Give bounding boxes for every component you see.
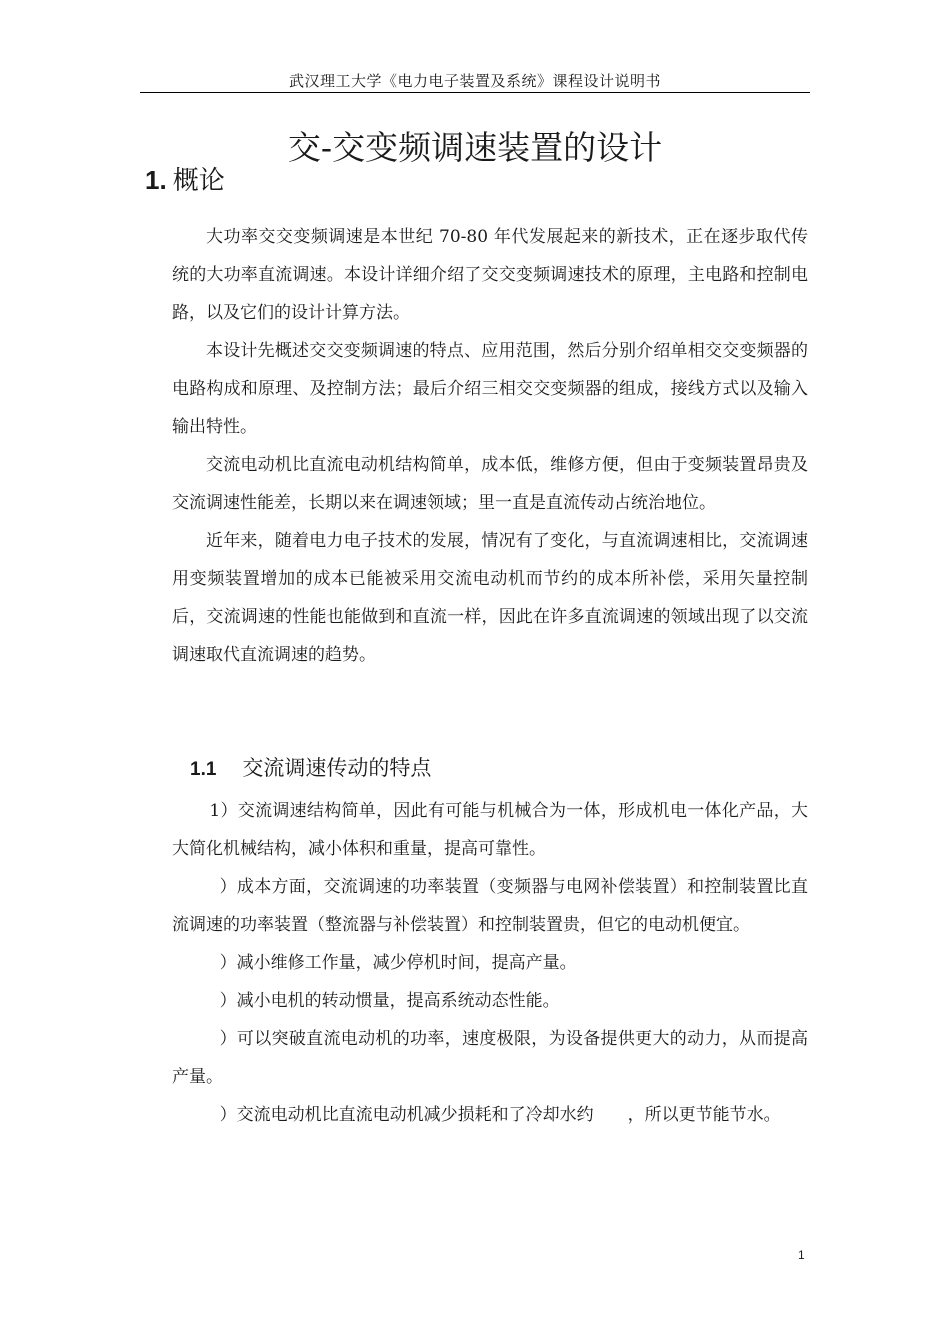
paragraph: 交流电动机比直流电动机结构简单，成本低，维修方便，但由于变频装置昂贵及交流调速性能差，长期以来在调速领域；里一直是直流传动占统治地位。	[172, 455, 808, 513]
list-item: 1）交流调速结构简单，因此有可能与机械合为一体，形成机电一体化产品，大大简化机械结构，减小体积和重量，提高可靠性。	[172, 801, 808, 859]
subsection-heading-1-1	[190, 750, 431, 788]
list-item: ）减小维修工作量，减少停机时间，提高产量。	[219, 953, 577, 973]
list-item: ）成本方面，交流调速的功率装置（变频器与电网补偿装置）和控制装置比直流调速的功率装置（整流器与补偿装置）和控制装置贵，但它的电动机便宜。	[172, 877, 808, 935]
list-item: ）可以突破直流电动机的功率，速度极限，为设备提供更大的动力，从而提高产量。	[172, 1029, 808, 1087]
paragraph: 本设计先概述交交变频调速的特点、应用范围，然后分别介绍单相交交变频器的电路构成和原理、及控制方法；最后介绍三相交交变频器的组成，接线方式以及输入输出特性。	[172, 341, 808, 437]
page-number: 1	[798, 1248, 805, 1262]
header-divider	[140, 92, 810, 93]
section-number: 1.	[145, 165, 167, 195]
section-title: 概论	[172, 166, 225, 196]
subsection-1-1-body	[172, 792, 808, 1134]
paragraph: 大功率交交变频调速是本世纪 70-80 年代发展起来的新技术，正在逐步取代传统的大功率直流调速。本设计详细介绍了交交变频调速技术的原理，主电路和控制电路，以及它们的设计计算方法。	[172, 227, 808, 323]
list-item: ）交流电动机比直流电动机减少损耗和了冷却水约 ，所以更节能节水。	[219, 1105, 781, 1125]
section-1-body	[172, 218, 808, 674]
running-header: 武汉理工大学《电力电子装置及系统》课程设计说明书	[288, 72, 661, 90]
document-title: 交-交变频调速装置的设计	[287, 128, 663, 168]
paragraph: 近年来，随着电力电子技术的发展，情况有了变化，与直流调速相比，交流调速用变频装置增加的成本已能被采用交流电动机而节约的成本所补偿，采用矢量控制后，交流调速的性能也能做到和直流一样，因此在许多直流调速的领域出现了以交流调速取代直流调速的趋势。	[172, 531, 808, 665]
section-heading-1	[145, 162, 225, 199]
subsection-number: 1.1	[190, 759, 217, 780]
list-item: ）减小电机的转动惯量，提高系统动态性能。	[219, 991, 560, 1011]
subsection-title: 交流调速传动的特点	[242, 756, 432, 780]
